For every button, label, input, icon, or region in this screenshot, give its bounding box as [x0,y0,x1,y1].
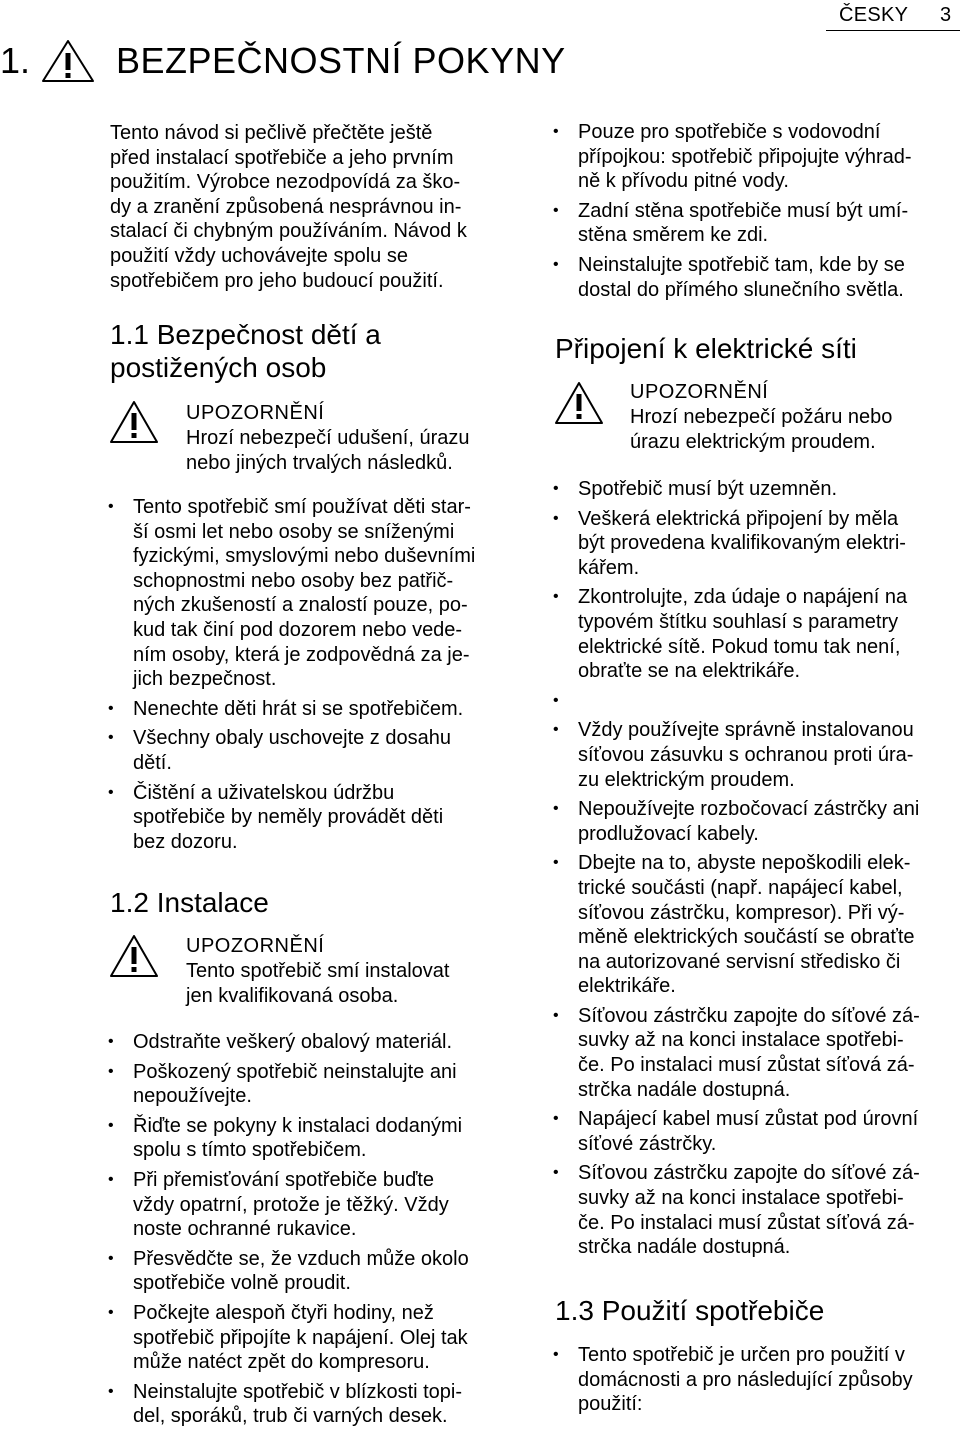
intro-paragraph: Tento návod si pečlivě přečtěte ještě před instalací spotřebiče a jeho prvním použitím. Výrobce nezodpovídá za ško- dy a zranění způsobená nesprávnou in- stalací či chybným používáním. Návod k použití vždy uchovávejte spolu se spotřebičem pro jeho budoucí použití. [110,122,467,292]
section-1-1-number: 1.1 [110,319,149,350]
bullet: • [108,783,114,801]
list-item: • Veškerá elektrická připojení by měla být provedena kvalifikovaným elektri- kářem. [553,507,906,579]
bullet: • [108,1382,114,1400]
list-item: • Poškozený spotřebič neinstalujte ani nepoužívejte. [108,1060,457,1108]
list-item: • Spotřebič musí být uzemněn. [553,478,838,500]
bullet: • [553,480,559,497]
list-item: • Síťovou zástrčku zapojte do síťové zá- suvky až na konci instalace spotřebi- če. Po instalaci musí zůstat síťová zá- strčka nadále dostupná. [553,1162,920,1259]
list-item: • Pouze pro spotřebiče s vodovodní přípojkou: spotřebič připojujte výhrad- ně k přívodu pitné vody. [553,121,912,193]
bullet: • [553,721,559,739]
warning-title: UPOZORNĚNÍ [630,381,769,403]
list-item: • Tento spotřebič je určen pro použití v domácnosti a pro následující způsoby použití: [553,1344,913,1416]
bullet: • [553,255,559,273]
warning-text: Hrozí nebezpečí požáru nebo úrazu elektrickým proudem. [630,406,893,453]
page-number: 3 [940,4,952,26]
list-item: • Nepoužívejte rozbočovací zástrčky ani prodlužovací kabely. [553,798,920,845]
bullet: • [553,854,559,872]
list-item: • Čištění a uživatelskou údržbu spotřebiče by neměly provádět děti bez dozoru. [108,781,444,853]
installation-continued-list [553,120,958,307]
bullet: • [108,1249,114,1267]
chapter-number: 1. [0,40,31,81]
section-1-1-list [108,495,528,859]
warning-title: UPOZORNĚNÍ [186,935,325,957]
bullet: • [108,1303,114,1321]
list-item: • Neinstalujte spotřebič v blízkosti topi- del, sporáků, trub či varných desek. [108,1380,463,1428]
section-1-3-heading [555,1294,960,1327]
list-item: • Napájecí kabel musí zůstat pod úrovní síťové zástrčky. [553,1108,919,1155]
warning-text: Hrozí nebezpečí udušení, úrazu nebo jiných trvalých následků. [186,427,470,474]
list-item: • Neinstalujte spotřebič tam, kde by se dostal do přímého slunečního světla. [553,253,905,301]
bullet: • [553,123,559,140]
electric-connection-heading: Připojení k elektrické síti [555,333,857,364]
warning-icon [108,933,160,979]
section-1-1-heading [110,318,530,384]
bullet: • [108,1033,114,1050]
list-item: • Zkontrolujte, zda údaje o napájení na typovém štítku souhlasí s parametry elektrické sítě. Pokud tomu tak není, obraťte se na elektrikáře. [553,586,908,683]
list-item: • Počkejte alespoň čtyři hodiny, než spotřebič připojíte k napájení. Olej tak může natéct zpět do kompresoru. [108,1301,468,1374]
warning-title: UPOZORNĚNÍ [186,402,325,424]
list-item: • Vždy používejte správně instalovanou síťovou zásuvku s ochranou proti úra- zu elektrickým proudem. [553,719,914,791]
section-1-2-title: Instalace [148,887,269,918]
language-label: ČESKY [839,4,909,26]
section-1-1-title: Bezpečnost dětí a postižených osob [110,319,381,383]
warning-text: Tento spotřebič smí instalovat jen kvalifikovaná osoba. [186,960,450,1007]
list-item: • Při přemisťování spotřebiče buďte vždy opatrní, protože je těžký. Vždy noste ochranné rukavice. [108,1168,449,1241]
section-1-3-list [553,1343,958,1422]
section-1-2-heading [110,886,530,919]
list-item: • Zadní stěna spotřebiče musí být umí- stěna směrem ke zdi. [553,199,909,247]
bullet: • [553,201,559,219]
list-item: • Nenechte děti hrát si se spotřebičem. [108,697,464,720]
chapter-heading [0,38,566,84]
bullet: • [108,498,114,515]
list-item: • Dbejte na to, abyste nepoškodili elek- trické součásti (např. napájecí kabel, síťovou zástrčku, kompresor). Při vý- měně elektrických součástí se obraťte na autorizované servisní středisko či elektrikáře. [553,852,915,998]
bullet: • [108,1116,114,1134]
bullet: • [553,1110,559,1128]
warning-triangle-icon [40,38,96,84]
chapter-title: BEZPEČNOSTNÍ POKYNY [116,40,566,81]
bullet: • [553,1346,559,1363]
bullet: • [553,1164,559,1182]
list-item: • Tento spotřebič smí používat děti star- ší osmi let nebo osoby se sníženými fyzickými, smyslovými nebo duševními schopnostmi nebo osoby bez patřič- ných zkušeností a znalostí pouze, po- kud tak činí pod dozorem nebo vede- ním osoby, která je zodpovědná za je- jich bezpečnost. [108,496,476,691]
section-1-2-number: 1.2 [110,887,149,918]
bullet: • [108,729,114,747]
list-item: • Odstraňte veškerý obalový materiál. [108,1031,453,1053]
list-item: • Řiďte se pokyny k instalaci dodanými spolu s tímto spotřebičem. [108,1114,463,1162]
list-item: • Síťovou zástrčku zapojte do síťové zá- suvky až na konci instalace spotřebi- če. Po instalaci musí zůstat síťová zá- strčka nadále dostupná. [553,1004,920,1101]
bullet: • [108,1170,114,1188]
bullet: • [553,509,559,527]
list-item [553,689,960,714]
electric-list [553,477,960,1265]
section-1-3-number: 1.3 [555,1295,594,1326]
bullet: • [108,699,114,717]
warning-icon [553,380,605,426]
section-1-3-title: Použití spotřebiče [593,1295,825,1326]
bullet: • [553,588,559,606]
section-1-2-list [108,1030,528,1434]
bullet: • [108,1062,114,1080]
bullet: • [553,691,559,709]
list-item: • Všechny obaly uschovejte z dosahu dětí. [108,727,451,774]
list-item: • Přesvědčte se, že vzduch může okolo spotřebiče volně proudit. [108,1247,469,1295]
bullet: • [553,1006,559,1024]
warning-icon [108,399,160,445]
bullet: • [553,800,559,818]
header-rule [826,30,960,31]
